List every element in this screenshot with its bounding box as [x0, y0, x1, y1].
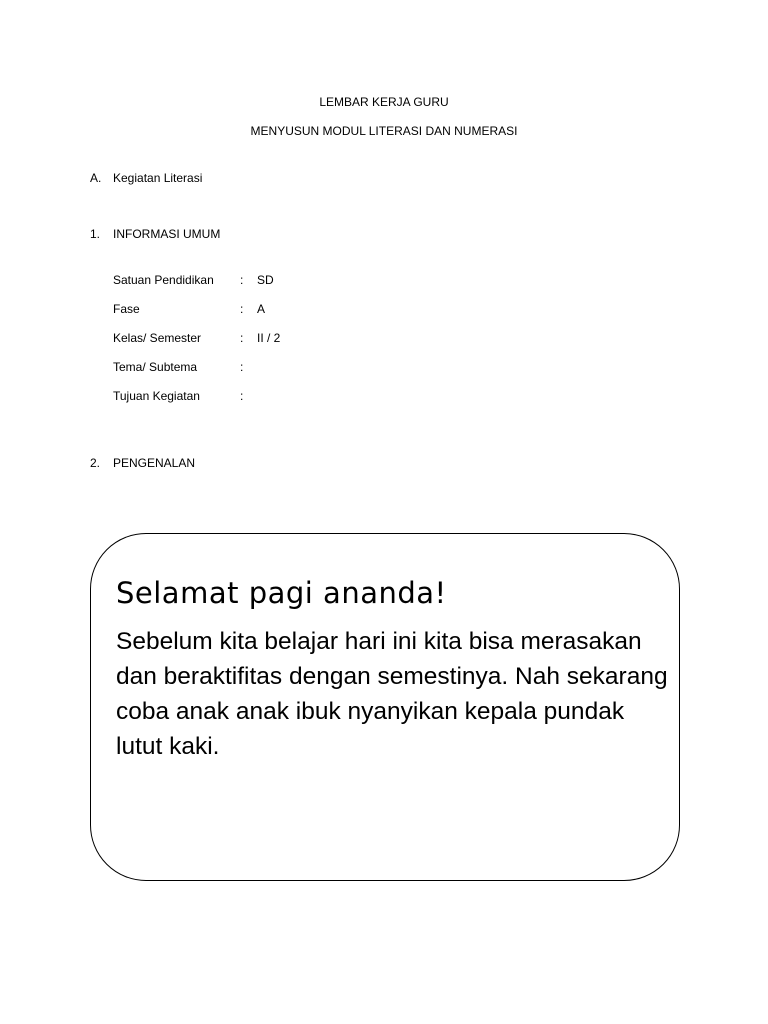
field-separator: :: [240, 389, 244, 403]
section-a-marker: A.: [90, 171, 102, 185]
section-2-label: PENGENALAN: [113, 456, 196, 470]
field-label: Fase: [113, 302, 140, 316]
field-separator: :: [240, 302, 244, 316]
speech-bubble-greeting: Selamat pagi ananda!: [116, 576, 447, 610]
field-label: Satuan Pendidikan: [113, 273, 214, 287]
field-separator: :: [240, 360, 244, 374]
field-label: Tema/ Subtema: [113, 360, 198, 374]
field-separator: :: [240, 331, 244, 345]
document-title: LEMBAR KERJA GURU: [319, 95, 449, 109]
document-subtitle: MENYUSUN MODUL LITERASI DAN NUMERASI: [250, 124, 518, 138]
speech-bubble-body: Sebelum kita belajar hari ini kita bisa merasakan dan beraktifitas dengan semestinya. Nah sekarang coba anak anak ibuk nyanyikan kepala pundak lutut kaki.: [116, 628, 668, 760]
field-value: A: [257, 302, 266, 316]
field-value: SD: [257, 273, 274, 287]
field-label: Tujuan Kegiatan: [113, 389, 200, 403]
section-1-label: INFORMASI UMUM: [113, 227, 221, 241]
section-a-label: Kegiatan Literasi: [113, 171, 203, 185]
field-separator: :: [240, 273, 244, 287]
field-label: Kelas/ Semester: [113, 331, 202, 345]
section-2-marker: 2.: [90, 456, 101, 470]
field-value: II / 2: [257, 331, 281, 345]
section-1-marker: 1.: [90, 227, 101, 241]
